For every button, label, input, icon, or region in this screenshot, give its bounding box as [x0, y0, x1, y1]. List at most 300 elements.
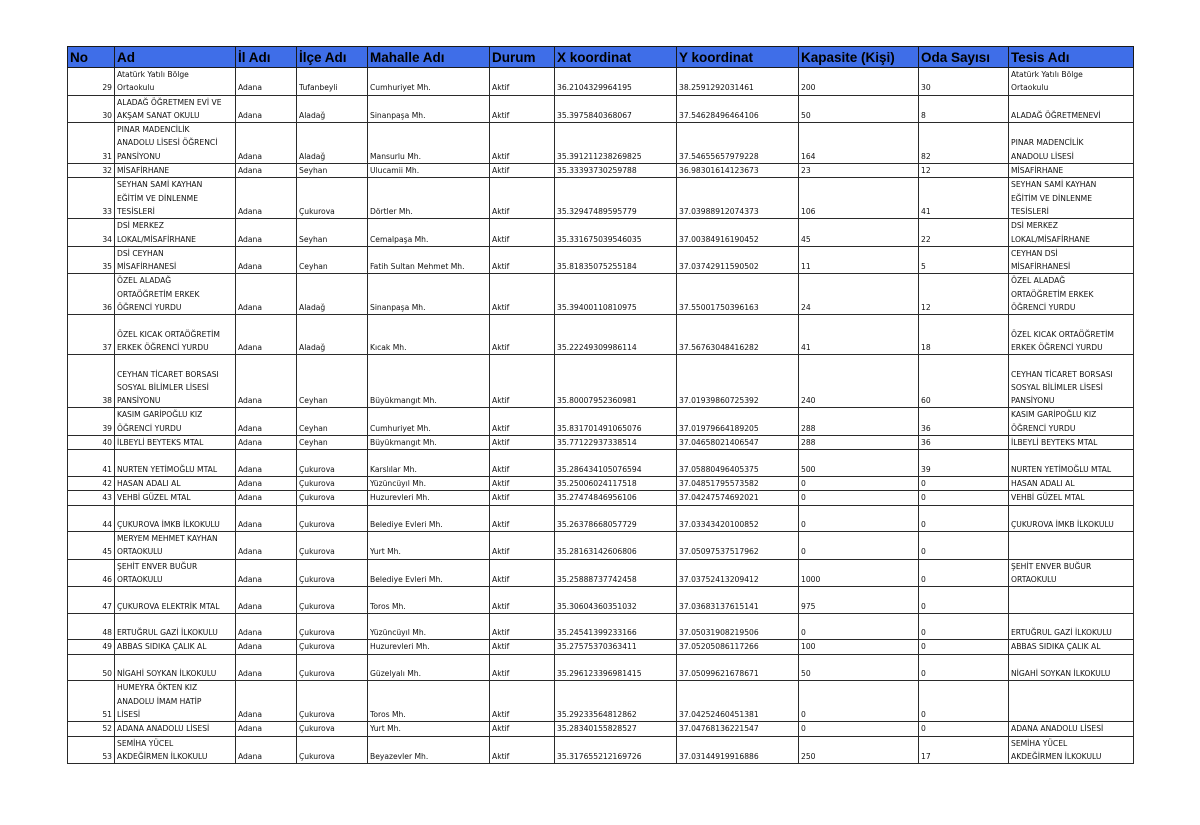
- cell-oda-sayisi: 30: [919, 68, 1009, 96]
- cell-durum: Aktif: [490, 559, 555, 587]
- cell-oda-sayisi: 0: [919, 505, 1009, 532]
- cell-ad: DSİ CEYHAN MİSAFİRHANESİ: [115, 246, 236, 274]
- cell-y-koordinat: 37.00384916190452: [677, 219, 799, 247]
- cell-ilce: Tufanbeyli: [297, 68, 368, 96]
- header-durum: Durum: [490, 47, 555, 68]
- cell-durum: Aktif: [490, 178, 555, 219]
- cell-tesis-adi: [1009, 587, 1134, 614]
- cell-oda-sayisi: 8: [919, 95, 1009, 123]
- cell-oda-sayisi: 0: [919, 654, 1009, 681]
- cell-durum: Aktif: [490, 95, 555, 123]
- cell-no: 33: [68, 178, 115, 219]
- cell-oda-sayisi: 0: [919, 722, 1009, 736]
- cell-oda-sayisi: 0: [919, 532, 1009, 560]
- cell-no: 39: [68, 408, 115, 436]
- cell-x-koordinat: 35.3975840368067: [555, 95, 677, 123]
- cell-oda-sayisi: 12: [919, 274, 1009, 315]
- cell-ilce: Çukurova: [297, 613, 368, 640]
- cell-tesis-adi: NİGAHİ SOYKAN İLKOKULU: [1009, 654, 1134, 681]
- cell-mahalle: Cemalpaşa Mh.: [368, 219, 490, 247]
- cell-tesis-adi: DSİ MERKEZ LOKAL/MİSAFİRHANE: [1009, 219, 1134, 247]
- cell-oda-sayisi: 0: [919, 613, 1009, 640]
- cell-il: Adana: [236, 613, 297, 640]
- cell-y-koordinat: 37.04768136221547: [677, 722, 799, 736]
- cell-il: Adana: [236, 219, 297, 247]
- table-row: [68, 315, 1134, 355]
- cell-x-koordinat: 35.25006024117518: [555, 476, 677, 490]
- cell-y-koordinat: 37.01939860725392: [677, 355, 799, 408]
- cell-y-koordinat: 37.03742911590502: [677, 246, 799, 274]
- cell-kapasite: 11: [799, 246, 919, 274]
- cell-oda-sayisi: 0: [919, 491, 1009, 505]
- cell-oda-sayisi: 18: [919, 315, 1009, 355]
- cell-mahalle: Cumhuriyet Mh.: [368, 68, 490, 96]
- cell-il: Adana: [236, 436, 297, 450]
- cell-durum: Aktif: [490, 613, 555, 640]
- cell-no: 29: [68, 68, 115, 96]
- cell-x-koordinat: 35.39400110810975: [555, 274, 677, 315]
- cell-mahalle: Huzurevleri Mh.: [368, 640, 490, 654]
- cell-il: Adana: [236, 681, 297, 722]
- cell-kapasite: 288: [799, 436, 919, 450]
- table-row: [68, 640, 1134, 654]
- cell-oda-sayisi: 39: [919, 450, 1009, 477]
- cell-oda-sayisi: 60: [919, 355, 1009, 408]
- header-ad: Ad: [115, 47, 236, 68]
- cell-durum: Aktif: [490, 450, 555, 477]
- cell-durum: Aktif: [490, 640, 555, 654]
- table-row: [68, 436, 1134, 450]
- cell-ad: NİGAHİ SOYKAN İLKOKULU: [115, 654, 236, 681]
- cell-durum: Aktif: [490, 315, 555, 355]
- cell-mahalle: Mansurlu Mh.: [368, 123, 490, 164]
- cell-kapasite: 45: [799, 219, 919, 247]
- cell-ad: MİSAFİRHANE: [115, 164, 236, 178]
- cell-ilce: Ceyhan: [297, 355, 368, 408]
- cell-mahalle: Toros Mh.: [368, 587, 490, 614]
- cell-y-koordinat: 36.98301614123673: [677, 164, 799, 178]
- cell-durum: Aktif: [490, 274, 555, 315]
- header-no: No: [68, 47, 115, 68]
- cell-x-koordinat: 35.80007952360981: [555, 355, 677, 408]
- cell-x-koordinat: 35.32947489595779: [555, 178, 677, 219]
- cell-mahalle: Ulucamii Mh.: [368, 164, 490, 178]
- cell-ilce: Çukurova: [297, 178, 368, 219]
- cell-il: Adana: [236, 491, 297, 505]
- cell-ilce: Aladağ: [297, 274, 368, 315]
- cell-ilce: Seyhan: [297, 219, 368, 247]
- cell-mahalle: Büyükmangıt Mh.: [368, 355, 490, 408]
- cell-il: Adana: [236, 274, 297, 315]
- cell-oda-sayisi: 82: [919, 123, 1009, 164]
- cell-ad: VEHBİ GÜZEL MTAL: [115, 491, 236, 505]
- cell-tesis-adi: ADANA ANADOLU LİSESİ: [1009, 722, 1134, 736]
- cell-x-koordinat: 35.81835075255184: [555, 246, 677, 274]
- cell-tesis-adi: NURTEN YETİMOĞLU MTAL: [1009, 450, 1134, 477]
- cell-tesis-adi: SEYHAN SAMİ KAYHAN EĞİTİM VE DİNLENME TESİSLERİ: [1009, 178, 1134, 219]
- cell-tesis-adi: ERTUĞRUL GAZİ İLKOKULU: [1009, 613, 1134, 640]
- header-il: İl Adı: [236, 47, 297, 68]
- cell-kapasite: 975: [799, 587, 919, 614]
- cell-y-koordinat: 37.05031908219506: [677, 613, 799, 640]
- cell-no: 49: [68, 640, 115, 654]
- table-row: [68, 450, 1134, 477]
- cell-durum: Aktif: [490, 532, 555, 560]
- cell-ad: KASIM GARİPOĞLU KIZ ÖĞRENCİ YURDU: [115, 408, 236, 436]
- cell-durum: Aktif: [490, 722, 555, 736]
- cell-y-koordinat: 37.56763048416282: [677, 315, 799, 355]
- cell-x-koordinat: 35.22249309986114: [555, 315, 677, 355]
- cell-kapasite: 240: [799, 355, 919, 408]
- cell-y-koordinat: 37.54655657979228: [677, 123, 799, 164]
- table-row: [68, 722, 1134, 736]
- cell-durum: Aktif: [490, 408, 555, 436]
- cell-ilce: Çukurova: [297, 654, 368, 681]
- cell-ad: ÖZEL ALADAĞ ORTAÖĞRETİM ERKEK ÖĞRENCİ YURDU: [115, 274, 236, 315]
- cell-no: 31: [68, 123, 115, 164]
- cell-ilce: Çukurova: [297, 450, 368, 477]
- cell-ilce: Aladağ: [297, 315, 368, 355]
- cell-oda-sayisi: 36: [919, 436, 1009, 450]
- table-row: [68, 219, 1134, 247]
- cell-kapasite: 50: [799, 95, 919, 123]
- cell-ad: HUMEYRA ÖKTEN KIZ ANADOLU İMAM HATİP LİSESİ: [115, 681, 236, 722]
- cell-x-koordinat: 35.28163142606806: [555, 532, 677, 560]
- cell-ilce: Ceyhan: [297, 408, 368, 436]
- table-row: [68, 736, 1134, 764]
- cell-tesis-adi: SEMİHA YÜCEL AKDEĞİRMEN İLKOKULU: [1009, 736, 1134, 764]
- table-row: [68, 681, 1134, 722]
- cell-mahalle: Yüzüncüyıl Mh.: [368, 613, 490, 640]
- cell-mahalle: Sinanpaşa Mh.: [368, 274, 490, 315]
- cell-il: Adana: [236, 123, 297, 164]
- cell-il: Adana: [236, 408, 297, 436]
- cell-no: 40: [68, 436, 115, 450]
- cell-no: 45: [68, 532, 115, 560]
- cell-x-koordinat: 35.286434105076594: [555, 450, 677, 477]
- cell-il: Adana: [236, 505, 297, 532]
- cell-oda-sayisi: 0: [919, 476, 1009, 490]
- cell-no: 41: [68, 450, 115, 477]
- cell-no: 34: [68, 219, 115, 247]
- cell-y-koordinat: 37.05097537517962: [677, 532, 799, 560]
- cell-kapasite: 0: [799, 491, 919, 505]
- cell-y-koordinat: 37.03752413209412: [677, 559, 799, 587]
- cell-no: 50: [68, 654, 115, 681]
- cell-mahalle: Dörtler Mh.: [368, 178, 490, 219]
- cell-tesis-adi: [1009, 532, 1134, 560]
- cell-il: Adana: [236, 532, 297, 560]
- cell-ad: PINAR MADENCİLİK ANADOLU LİSESİ ÖĞRENCİ PANSİYONU: [115, 123, 236, 164]
- cell-ad: NURTEN YETİMOĞLU MTAL: [115, 450, 236, 477]
- cell-no: 30: [68, 95, 115, 123]
- cell-mahalle: Fatih Sultan Mehmet Mh.: [368, 246, 490, 274]
- table-row: [68, 532, 1134, 560]
- cell-ilce: Çukurova: [297, 559, 368, 587]
- table-row: [68, 246, 1134, 274]
- cell-ad: ÇUKUROVA ELEKTRİK MTAL: [115, 587, 236, 614]
- header-kapasite: Kapasite (Kişi): [799, 47, 919, 68]
- cell-kapasite: 100: [799, 640, 919, 654]
- cell-y-koordinat: 37.04851795573582: [677, 476, 799, 490]
- cell-no: 35: [68, 246, 115, 274]
- cell-kapasite: 0: [799, 476, 919, 490]
- cell-durum: Aktif: [490, 246, 555, 274]
- table-row: [68, 164, 1134, 178]
- cell-y-koordinat: 37.55001750396163: [677, 274, 799, 315]
- cell-il: Adana: [236, 164, 297, 178]
- header-x-koordinat: X koordinat: [555, 47, 677, 68]
- cell-y-koordinat: 37.04658021406547: [677, 436, 799, 450]
- cell-y-koordinat: 37.04252460451381: [677, 681, 799, 722]
- cell-tesis-adi: Atatürk Yatılı Bölge Ortaokulu: [1009, 68, 1134, 96]
- cell-oda-sayisi: 12: [919, 164, 1009, 178]
- cell-no: 52: [68, 722, 115, 736]
- table-row: [68, 587, 1134, 614]
- table-row: [68, 491, 1134, 505]
- cell-mahalle: Yurt Mh.: [368, 722, 490, 736]
- cell-no: 53: [68, 736, 115, 764]
- cell-y-koordinat: 37.05099621678671: [677, 654, 799, 681]
- cell-mahalle: Yurt Mh.: [368, 532, 490, 560]
- cell-no: 37: [68, 315, 115, 355]
- cell-mahalle: Belediye Evleri Mh.: [368, 559, 490, 587]
- cell-y-koordinat: 37.03144919916886: [677, 736, 799, 764]
- cell-mahalle: Güzelyalı Mh.: [368, 654, 490, 681]
- header-row: [68, 47, 1134, 68]
- cell-tesis-adi: [1009, 681, 1134, 722]
- cell-tesis-adi: ABBAS SIDIKA ÇALIK AL: [1009, 640, 1134, 654]
- cell-ad: ÇUKUROVA İMKB İLKOKULU: [115, 505, 236, 532]
- cell-oda-sayisi: 41: [919, 178, 1009, 219]
- cell-durum: Aktif: [490, 681, 555, 722]
- cell-mahalle: Yüzüncüyıl Mh.: [368, 476, 490, 490]
- cell-y-koordinat: 37.03988912074373: [677, 178, 799, 219]
- cell-no: 32: [68, 164, 115, 178]
- cell-y-koordinat: 37.03683137615141: [677, 587, 799, 614]
- cell-ad: ALADAĞ ÖĞRETMEN EVİ VE AKŞAM SANAT OKULU: [115, 95, 236, 123]
- cell-no: 42: [68, 476, 115, 490]
- cell-oda-sayisi: 0: [919, 559, 1009, 587]
- cell-tesis-adi: HASAN ADALI AL: [1009, 476, 1134, 490]
- cell-il: Adana: [236, 587, 297, 614]
- header-oda-sayisi: Oda Sayısı: [919, 47, 1009, 68]
- cell-ilce: Aladağ: [297, 123, 368, 164]
- cell-no: 36: [68, 274, 115, 315]
- cell-ilce: Ceyhan: [297, 436, 368, 450]
- cell-y-koordinat: 37.54628496464106: [677, 95, 799, 123]
- table-row: [68, 476, 1134, 490]
- cell-il: Adana: [236, 559, 297, 587]
- cell-x-koordinat: 35.29233564812862: [555, 681, 677, 722]
- cell-ad: ABBAS SIDIKA ÇALIK AL: [115, 640, 236, 654]
- cell-x-koordinat: 35.831701491065076: [555, 408, 677, 436]
- cell-durum: Aktif: [490, 436, 555, 450]
- cell-ad: DSİ MERKEZ LOKAL/MİSAFİRHANE: [115, 219, 236, 247]
- cell-tesis-adi: ÖZEL ALADAĞ ORTAÖĞRETİM ERKEK ÖĞRENCİ YURDU: [1009, 274, 1134, 315]
- cell-durum: Aktif: [490, 68, 555, 96]
- cell-oda-sayisi: 0: [919, 587, 1009, 614]
- cell-ad: ADANA ANADOLU LİSESİ: [115, 722, 236, 736]
- cell-kapasite: 288: [799, 408, 919, 436]
- cell-x-koordinat: 35.28340155828527: [555, 722, 677, 736]
- cell-x-koordinat: 35.77122937338514: [555, 436, 677, 450]
- cell-ilce: Çukurova: [297, 722, 368, 736]
- cell-kapasite: 23: [799, 164, 919, 178]
- cell-oda-sayisi: 36: [919, 408, 1009, 436]
- cell-x-koordinat: 35.24541399233166: [555, 613, 677, 640]
- cell-il: Adana: [236, 640, 297, 654]
- facility-table: [67, 46, 1134, 764]
- cell-x-koordinat: 35.33393730259788: [555, 164, 677, 178]
- cell-x-koordinat: 35.25888737742458: [555, 559, 677, 587]
- cell-ad: ÖZEL KICAK ORTAÖĞRETİM ERKEK ÖĞRENCİ YURDU: [115, 315, 236, 355]
- table-row: [68, 559, 1134, 587]
- table-body: [68, 68, 1134, 764]
- cell-kapasite: 41: [799, 315, 919, 355]
- cell-il: Adana: [236, 315, 297, 355]
- cell-ad: İLBEYLİ BEYTEKS MTAL: [115, 436, 236, 450]
- cell-ad: CEYHAN TİCARET BORSASI SOSYAL BİLİMLER LİSESİ PANSİYONU: [115, 355, 236, 408]
- cell-x-koordinat: 35.296123396981415: [555, 654, 677, 681]
- cell-durum: Aktif: [490, 355, 555, 408]
- cell-il: Adana: [236, 654, 297, 681]
- cell-durum: Aktif: [490, 654, 555, 681]
- cell-ilce: Aladağ: [297, 95, 368, 123]
- cell-ad: ERTUĞRUL GAZİ İLKOKULU: [115, 613, 236, 640]
- table-row: [68, 355, 1134, 408]
- cell-no: 46: [68, 559, 115, 587]
- cell-kapasite: 200: [799, 68, 919, 96]
- cell-kapasite: 50: [799, 654, 919, 681]
- cell-mahalle: Karslılar Mh.: [368, 450, 490, 477]
- cell-tesis-adi: PINAR MADENCİLİK ANADOLU LİSESİ: [1009, 123, 1134, 164]
- cell-oda-sayisi: 22: [919, 219, 1009, 247]
- cell-oda-sayisi: 0: [919, 681, 1009, 722]
- cell-no: 47: [68, 587, 115, 614]
- cell-il: Adana: [236, 450, 297, 477]
- header-mahalle: Mahalle Adı: [368, 47, 490, 68]
- cell-tesis-adi: CEYHAN DSİ MİSAFİRHANESİ: [1009, 246, 1134, 274]
- table-row: [68, 505, 1134, 532]
- cell-kapasite: 0: [799, 722, 919, 736]
- cell-mahalle: Cumhuriyet Mh.: [368, 408, 490, 436]
- table-row: [68, 654, 1134, 681]
- cell-kapasite: 24: [799, 274, 919, 315]
- cell-kapasite: 0: [799, 505, 919, 532]
- cell-mahalle: Huzurevleri Mh.: [368, 491, 490, 505]
- cell-ilce: Çukurova: [297, 491, 368, 505]
- cell-mahalle: Belediye Evleri Mh.: [368, 505, 490, 532]
- cell-tesis-adi: KASIM GARİPOĞLU KIZ ÖĞRENCİ YURDU: [1009, 408, 1134, 436]
- cell-tesis-adi: ALADAĞ ÖĞRETMENEVİ: [1009, 95, 1134, 123]
- cell-il: Adana: [236, 736, 297, 764]
- cell-ad: SEMİHA YÜCEL AKDEĞİRMEN İLKOKULU: [115, 736, 236, 764]
- cell-y-koordinat: 37.05205086117266: [677, 640, 799, 654]
- cell-no: 44: [68, 505, 115, 532]
- cell-ilce: Çukurova: [297, 640, 368, 654]
- cell-mahalle: Büyükmangıt Mh.: [368, 436, 490, 450]
- cell-ilce: Ceyhan: [297, 246, 368, 274]
- cell-ad: SEYHAN SAMİ KAYHAN EĞİTİM VE DİNLENME TESİSLERİ: [115, 178, 236, 219]
- cell-kapasite: 0: [799, 613, 919, 640]
- cell-x-koordinat: 35.391211238269825: [555, 123, 677, 164]
- cell-no: 43: [68, 491, 115, 505]
- cell-durum: Aktif: [490, 587, 555, 614]
- header-tesis-adi: Tesis Adı: [1009, 47, 1134, 68]
- cell-oda-sayisi: 17: [919, 736, 1009, 764]
- cell-il: Adana: [236, 68, 297, 96]
- cell-oda-sayisi: 0: [919, 640, 1009, 654]
- cell-ad: ŞEHİT ENVER BUĞUR ORTAOKULU: [115, 559, 236, 587]
- table-row: [68, 123, 1134, 164]
- cell-tesis-adi: CEYHAN TİCARET BORSASI SOSYAL BİLİMLER LİSESİ PANSİYONU: [1009, 355, 1134, 408]
- header-y-koordinat: Y koordinat: [677, 47, 799, 68]
- table-row: [68, 95, 1134, 123]
- cell-il: Adana: [236, 95, 297, 123]
- cell-durum: Aktif: [490, 505, 555, 532]
- table-row: [68, 178, 1134, 219]
- cell-kapasite: 0: [799, 532, 919, 560]
- table-row: [68, 613, 1134, 640]
- cell-ilce: Çukurova: [297, 476, 368, 490]
- cell-x-koordinat: 35.26378668057729: [555, 505, 677, 532]
- cell-tesis-adi: ŞEHİT ENVER BUĞUR ORTAOKULU: [1009, 559, 1134, 587]
- header-ilce: İlçe Adı: [297, 47, 368, 68]
- cell-ilce: Çukurova: [297, 681, 368, 722]
- table-row: [68, 408, 1134, 436]
- cell-durum: Aktif: [490, 123, 555, 164]
- cell-x-koordinat: 35.331675039546035: [555, 219, 677, 247]
- cell-ilce: Çukurova: [297, 532, 368, 560]
- cell-kapasite: 1000: [799, 559, 919, 587]
- cell-ad: MERYEM MEHMET KAYHAN ORTAOKULU: [115, 532, 236, 560]
- cell-x-koordinat: 35.30604360351032: [555, 587, 677, 614]
- cell-x-koordinat: 36.2104329964195: [555, 68, 677, 96]
- cell-tesis-adi: VEHBİ GÜZEL MTAL: [1009, 491, 1134, 505]
- cell-il: Adana: [236, 246, 297, 274]
- cell-mahalle: Toros Mh.: [368, 681, 490, 722]
- cell-ilce: Çukurova: [297, 505, 368, 532]
- cell-ad: Atatürk Yatılı Bölge Ortaokulu: [115, 68, 236, 96]
- cell-x-koordinat: 35.317655212169726: [555, 736, 677, 764]
- cell-ilce: Seyhan: [297, 164, 368, 178]
- cell-durum: Aktif: [490, 219, 555, 247]
- cell-tesis-adi: İLBEYLİ BEYTEKS MTAL: [1009, 436, 1134, 450]
- cell-kapasite: 106: [799, 178, 919, 219]
- cell-il: Adana: [236, 355, 297, 408]
- cell-kapasite: 250: [799, 736, 919, 764]
- cell-no: 51: [68, 681, 115, 722]
- cell-no: 38: [68, 355, 115, 408]
- cell-il: Adana: [236, 476, 297, 490]
- cell-ad: HASAN ADALI AL: [115, 476, 236, 490]
- cell-x-koordinat: 35.27575370363411: [555, 640, 677, 654]
- cell-tesis-adi: MİSAFİRHANE: [1009, 164, 1134, 178]
- table-row: [68, 68, 1134, 96]
- cell-y-koordinat: 37.01979664189205: [677, 408, 799, 436]
- cell-durum: Aktif: [490, 736, 555, 764]
- cell-y-koordinat: 37.04247574692021: [677, 491, 799, 505]
- table-row: [68, 274, 1134, 315]
- cell-il: Adana: [236, 178, 297, 219]
- cell-kapasite: 500: [799, 450, 919, 477]
- cell-kapasite: 164: [799, 123, 919, 164]
- cell-tesis-adi: ÇUKUROVA İMKB İLKOKULU: [1009, 505, 1134, 532]
- cell-mahalle: Sinanpaşa Mh.: [368, 95, 490, 123]
- cell-tesis-adi: ÖZEL KICAK ORTAÖĞRETİM ERKEK ÖĞRENCİ YURDU: [1009, 315, 1134, 355]
- cell-ilce: Çukurova: [297, 736, 368, 764]
